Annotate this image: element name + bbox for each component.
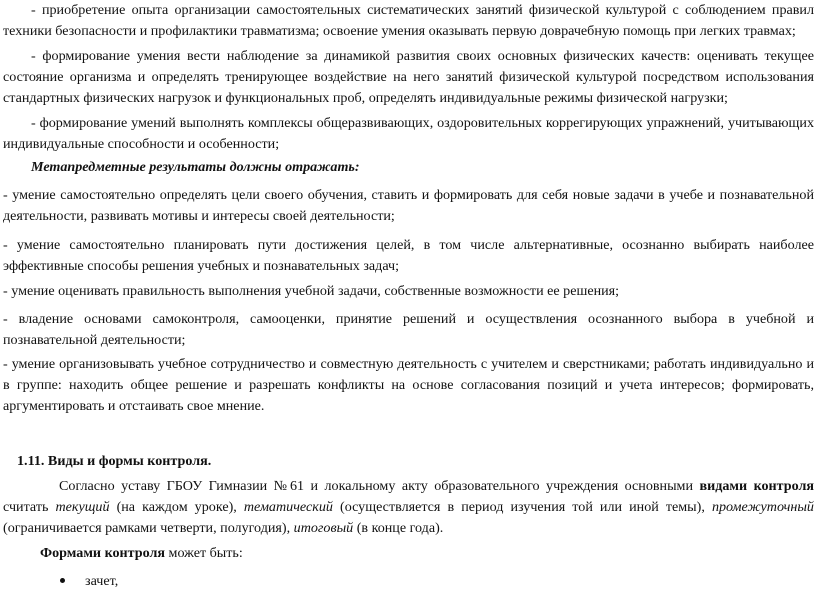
meta-item-planning: - умение самостоятельно планировать пути достижения целей, в том числе альтернативные, осознанно выбирать наиболее эффективные способы решения учебных и познавательных задач; [3, 237, 814, 274]
paragraph-observation-skills: - формирование умения вести наблюдение за динамикой развития своих основных физических качеств: оценивать текущее состояние организма и определять тренирующее воздействие на него занятий физической культурой посредством использования стандартных физических нагрузок и функциональных проб, определять индивидуальные режимы физической нагрузки; [3, 48, 814, 106]
control-type-intermediate: промежуточный [711, 499, 814, 515]
bullet-dot-icon [60, 578, 65, 583]
control-types-label: видами контроля [699, 478, 814, 494]
meta-item-goals: - умение самостоятельно определять цели своего обучения, ставить и формировать для себя новые задачи в учебе и познавательной деятельности, развивать мотивы и интересы своей деятельности; [3, 187, 814, 224]
control-text-1: Согласно уставу ГБОУ Гимназии №61 и локальному акту образовательного учреждения основными [59, 478, 700, 494]
control-text-5: (на каждом уроке), [109, 499, 244, 515]
paragraph-safety-experience: - приобретение опыта организации самостоятельных систематических занятий физической культурой с соблюдением правил техники безопасности и профилактики травматизма; освоение умения оказывать первую доврачебную помощь при легких травмах; [3, 2, 814, 39]
control-text-7: (осуществляется в период изучения той или иной темы), [332, 499, 712, 515]
control-text-11: (в конце года). [353, 520, 444, 536]
forms-of-control-suffix: может быть: [165, 545, 243, 561]
meta-results-heading: Метапредметные результаты должны отражать: [31, 159, 360, 175]
control-text-9: (ограничивается рамками четверти, полугодия), [3, 520, 294, 536]
control-type-final: итоговый [293, 520, 354, 536]
meta-item-cooperation: - умение организовывать учебное сотрудничество и совместную деятельность с учителем и сверстниками; работать индивидуально и в группе: находить общее решение и разрешать конфликты на основе согласования позиций и учета интересов; формировать, аргументировать и отстаивать свое мнение. [3, 356, 814, 414]
bullet-item-text: зачет, [85, 573, 119, 589]
paragraph-control-types [3, 476, 814, 539]
forms-of-control-label: Формами контроля [40, 545, 165, 561]
control-text-3: считать [3, 499, 56, 515]
paragraph-exercise-complexes: - формирование умений выполнять комплексы общеразвивающих, оздоровительных коррегирующих упражнений, учитывающих индивидуальные способности и особенности; [3, 115, 814, 152]
section-heading-control: 1.11. Виды и формы контроля. [17, 453, 212, 469]
meta-item-self-control: - владение основами самоконтроля, самооценки, принятие решений и осуществления осознанного выбора в учебной и познавательной деятельности; [3, 311, 814, 348]
forms-of-control-line [40, 543, 243, 564]
control-type-thematic: тематический [243, 499, 333, 515]
meta-item-evaluation: - умение оценивать правильность выполнения учебной задачи, собственные возможности ее решения; [3, 283, 620, 299]
control-type-current: текущий [55, 499, 110, 515]
